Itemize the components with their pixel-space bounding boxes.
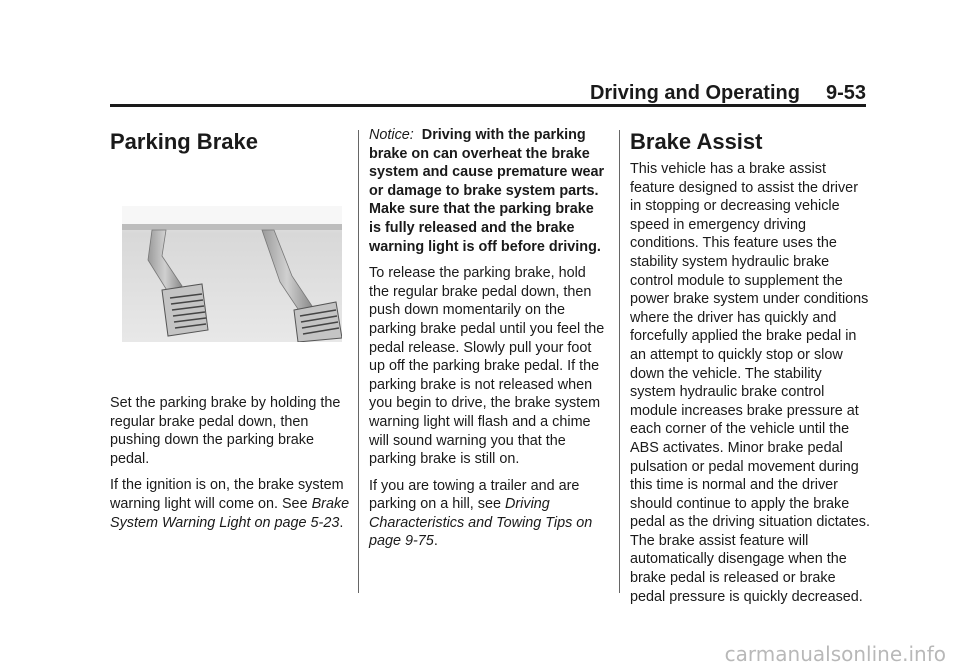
brake-assist-heading: Brake Assist [630,129,763,154]
column-divider-2 [619,130,620,593]
towing-tips-reference: Driving Characteristics and Towing Tips on page 9-75 [369,496,593,550]
pedals-illustration [122,206,342,342]
notice-text: Driving with the parking brake on can overheat the brake system and cause premature wear or damage to brake system parts. Make sure that the parking brake is fully released and the brake warning light is off before driving. [369,127,605,255]
parking-brake-heading: Parking Brake [110,129,258,154]
watermark: carmanualsonline.info [724,642,946,666]
column-3 [630,126,870,614]
ignition-paragraph: If the ignition is on, the brake system warning light will come on. See Brake System Warning Light on page 5-23. [110,477,350,531]
page-header [110,80,866,106]
parking-brake-illustration [122,206,342,342]
column-divider-1 [358,130,359,593]
header-rule [110,104,866,107]
release-paragraph: To release the parking brake, hold the regular brake pedal down, then push down momentarily on the parking brake pedal until you feel the pedal release. Slowly pull your foot up off the parking brake pedal. If the parking brake is not released when you begin to drive, the brake system warning light will flash and a chime will sound warning you that the parking brake is still on. [369,265,605,468]
column-2 [369,126,609,559]
section-title: Driving and Operating [589,82,800,104]
notice-label: Notice: [369,127,414,143]
column-1 [110,126,350,540]
page-number: 9-53 [825,82,866,104]
towing-paragraph: If you are towing a trailer and are parking on a hill, see Driving Characteristics and Towing Tips on page 9-75. [369,477,593,550]
set-brake-paragraph: Set the parking brake by holding the regular brake pedal down, then pushing down the parking brake pedal. [110,395,341,467]
brake-warning-light-reference: Brake System Warning Light on page 5-23 [110,495,350,531]
notice-paragraph [369,126,609,256]
brake-assist-paragraph: This vehicle has a brake assist feature designed to assist the driver in stopping or decreasing vehicle speed in emergency driving conditions. This feature uses the stability system hydraulic brake control module to supplement the power brake system under conditions where the driver has quickly and forcefully applied the brake pedal in an attempt to quickly stop or slow down the vehicle. The stability system hydraulic brake control module increases brake pressure at each corner of the vehicle until the ABS activates. Minor brake pedal pulsation or pedal movement during this time is normal and the driver should continue to apply the brake pedal as the driving situation dictates. The brake assist feature will automatically disengage when the brake pedal is released or brake pedal pressure is quickly decreased. [630,161,870,605]
